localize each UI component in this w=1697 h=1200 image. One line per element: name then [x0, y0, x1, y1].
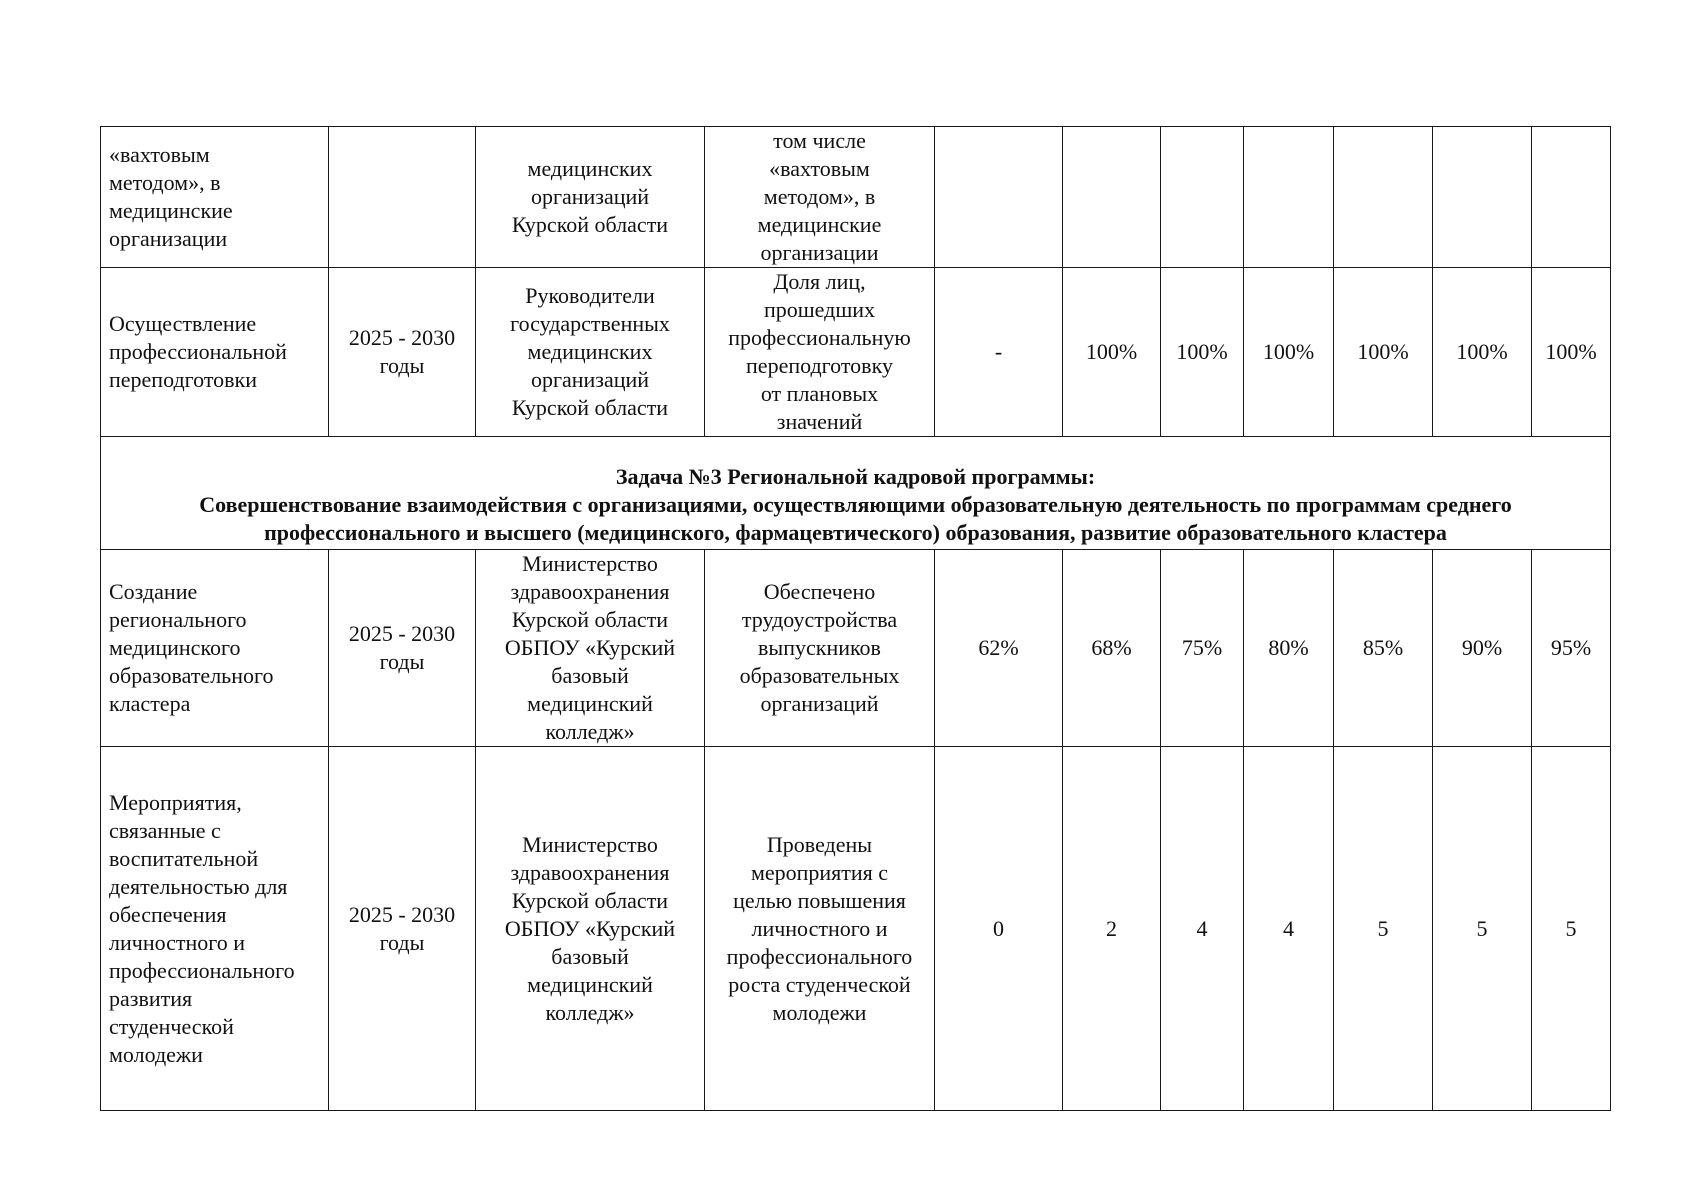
table-row-education-activities	[101, 747, 1611, 1111]
table-row-cluster	[101, 550, 1611, 747]
responsible-cell: Министерство здравоохранения Курской области ОБПОУ «Курский базовый медицинский колледж»	[476, 550, 705, 747]
value-cell	[1532, 127, 1611, 268]
value-cell	[935, 127, 1063, 268]
value-cell: -	[935, 268, 1063, 437]
value-cell: 100%	[1433, 268, 1532, 437]
value-cell: 5	[1334, 747, 1433, 1111]
responsible-cell: Министерство здравоохранения Курской области ОБПОУ «Курский базовый медицинский колледж»	[476, 747, 705, 1111]
value-cell: 5	[1532, 747, 1611, 1111]
value-cell: 80%	[1244, 550, 1334, 747]
period-cell: 2025 - 2030 годы	[329, 268, 476, 437]
table-row-retraining	[101, 268, 1611, 437]
period-cell: 2025 - 2030 годы	[329, 747, 476, 1111]
value-cell: 68%	[1063, 550, 1161, 747]
value-cell	[1244, 127, 1334, 268]
task-title: Задача №3 Региональной кадровой программы:	[615, 464, 1096, 489]
value-cell: 75%	[1161, 550, 1244, 747]
value-cell: 85%	[1334, 550, 1433, 747]
value-cell: 4	[1161, 747, 1244, 1111]
task-heading	[101, 437, 1611, 550]
period-cell	[329, 127, 476, 268]
activity-cell: Создание регионального медицинского образовательного кластера	[101, 550, 329, 747]
value-cell: 2	[1063, 747, 1161, 1111]
responsible-cell: Руководители государственных медицинских организаций Курской области	[476, 268, 705, 437]
value-cell: 0	[935, 747, 1063, 1111]
result-cell: Обеспечено трудоустройства выпускников образовательных организаций	[705, 550, 935, 747]
task-description-line: профессионального и высшего (медицинского, фармацевтического) образования, развитие образовательного кластера	[264, 520, 1447, 545]
value-cell: 95%	[1532, 550, 1611, 747]
value-cell: 4	[1244, 747, 1334, 1111]
result-cell: Доля лиц, прошедших профессиональную переподготовку от плановых значений	[705, 268, 935, 437]
activity-cell: Осуществление профессиональной переподготовки	[101, 268, 329, 437]
value-cell: 5	[1433, 747, 1532, 1111]
value-cell: 100%	[1063, 268, 1161, 437]
activity-cell: Мероприятия, связанные с воспитательной деятельностью для обеспечения личностного и профессионального развития студенческой молодежи	[101, 747, 329, 1111]
value-cell: 62%	[935, 550, 1063, 747]
result-cell: том числе «вахтовым методом», в медицинские организации	[705, 127, 935, 268]
program-table	[100, 126, 1611, 1111]
responsible-cell: медицинских организаций Курской области	[476, 127, 705, 268]
value-cell: 100%	[1532, 268, 1611, 437]
value-cell: 90%	[1433, 550, 1532, 747]
value-cell	[1161, 127, 1244, 268]
value-cell: 100%	[1161, 268, 1244, 437]
period-cell: 2025 - 2030 годы	[329, 550, 476, 747]
task-description-line: Совершенствование взаимодействия с организациями, осуществляющими образовательную деятельность по программам среднего	[199, 492, 1512, 517]
value-cell	[1063, 127, 1161, 268]
activity-cell: «вахтовым методом», в медицинские организации	[101, 127, 329, 268]
value-cell: 100%	[1334, 268, 1433, 437]
value-cell	[1334, 127, 1433, 268]
task-header-row	[101, 437, 1611, 550]
value-cell	[1433, 127, 1532, 268]
result-cell: Проведены мероприятия с целью повышения личностного и профессионального роста студенческой молодежи	[705, 747, 935, 1111]
table-row-continuation	[101, 127, 1611, 268]
value-cell: 100%	[1244, 268, 1334, 437]
